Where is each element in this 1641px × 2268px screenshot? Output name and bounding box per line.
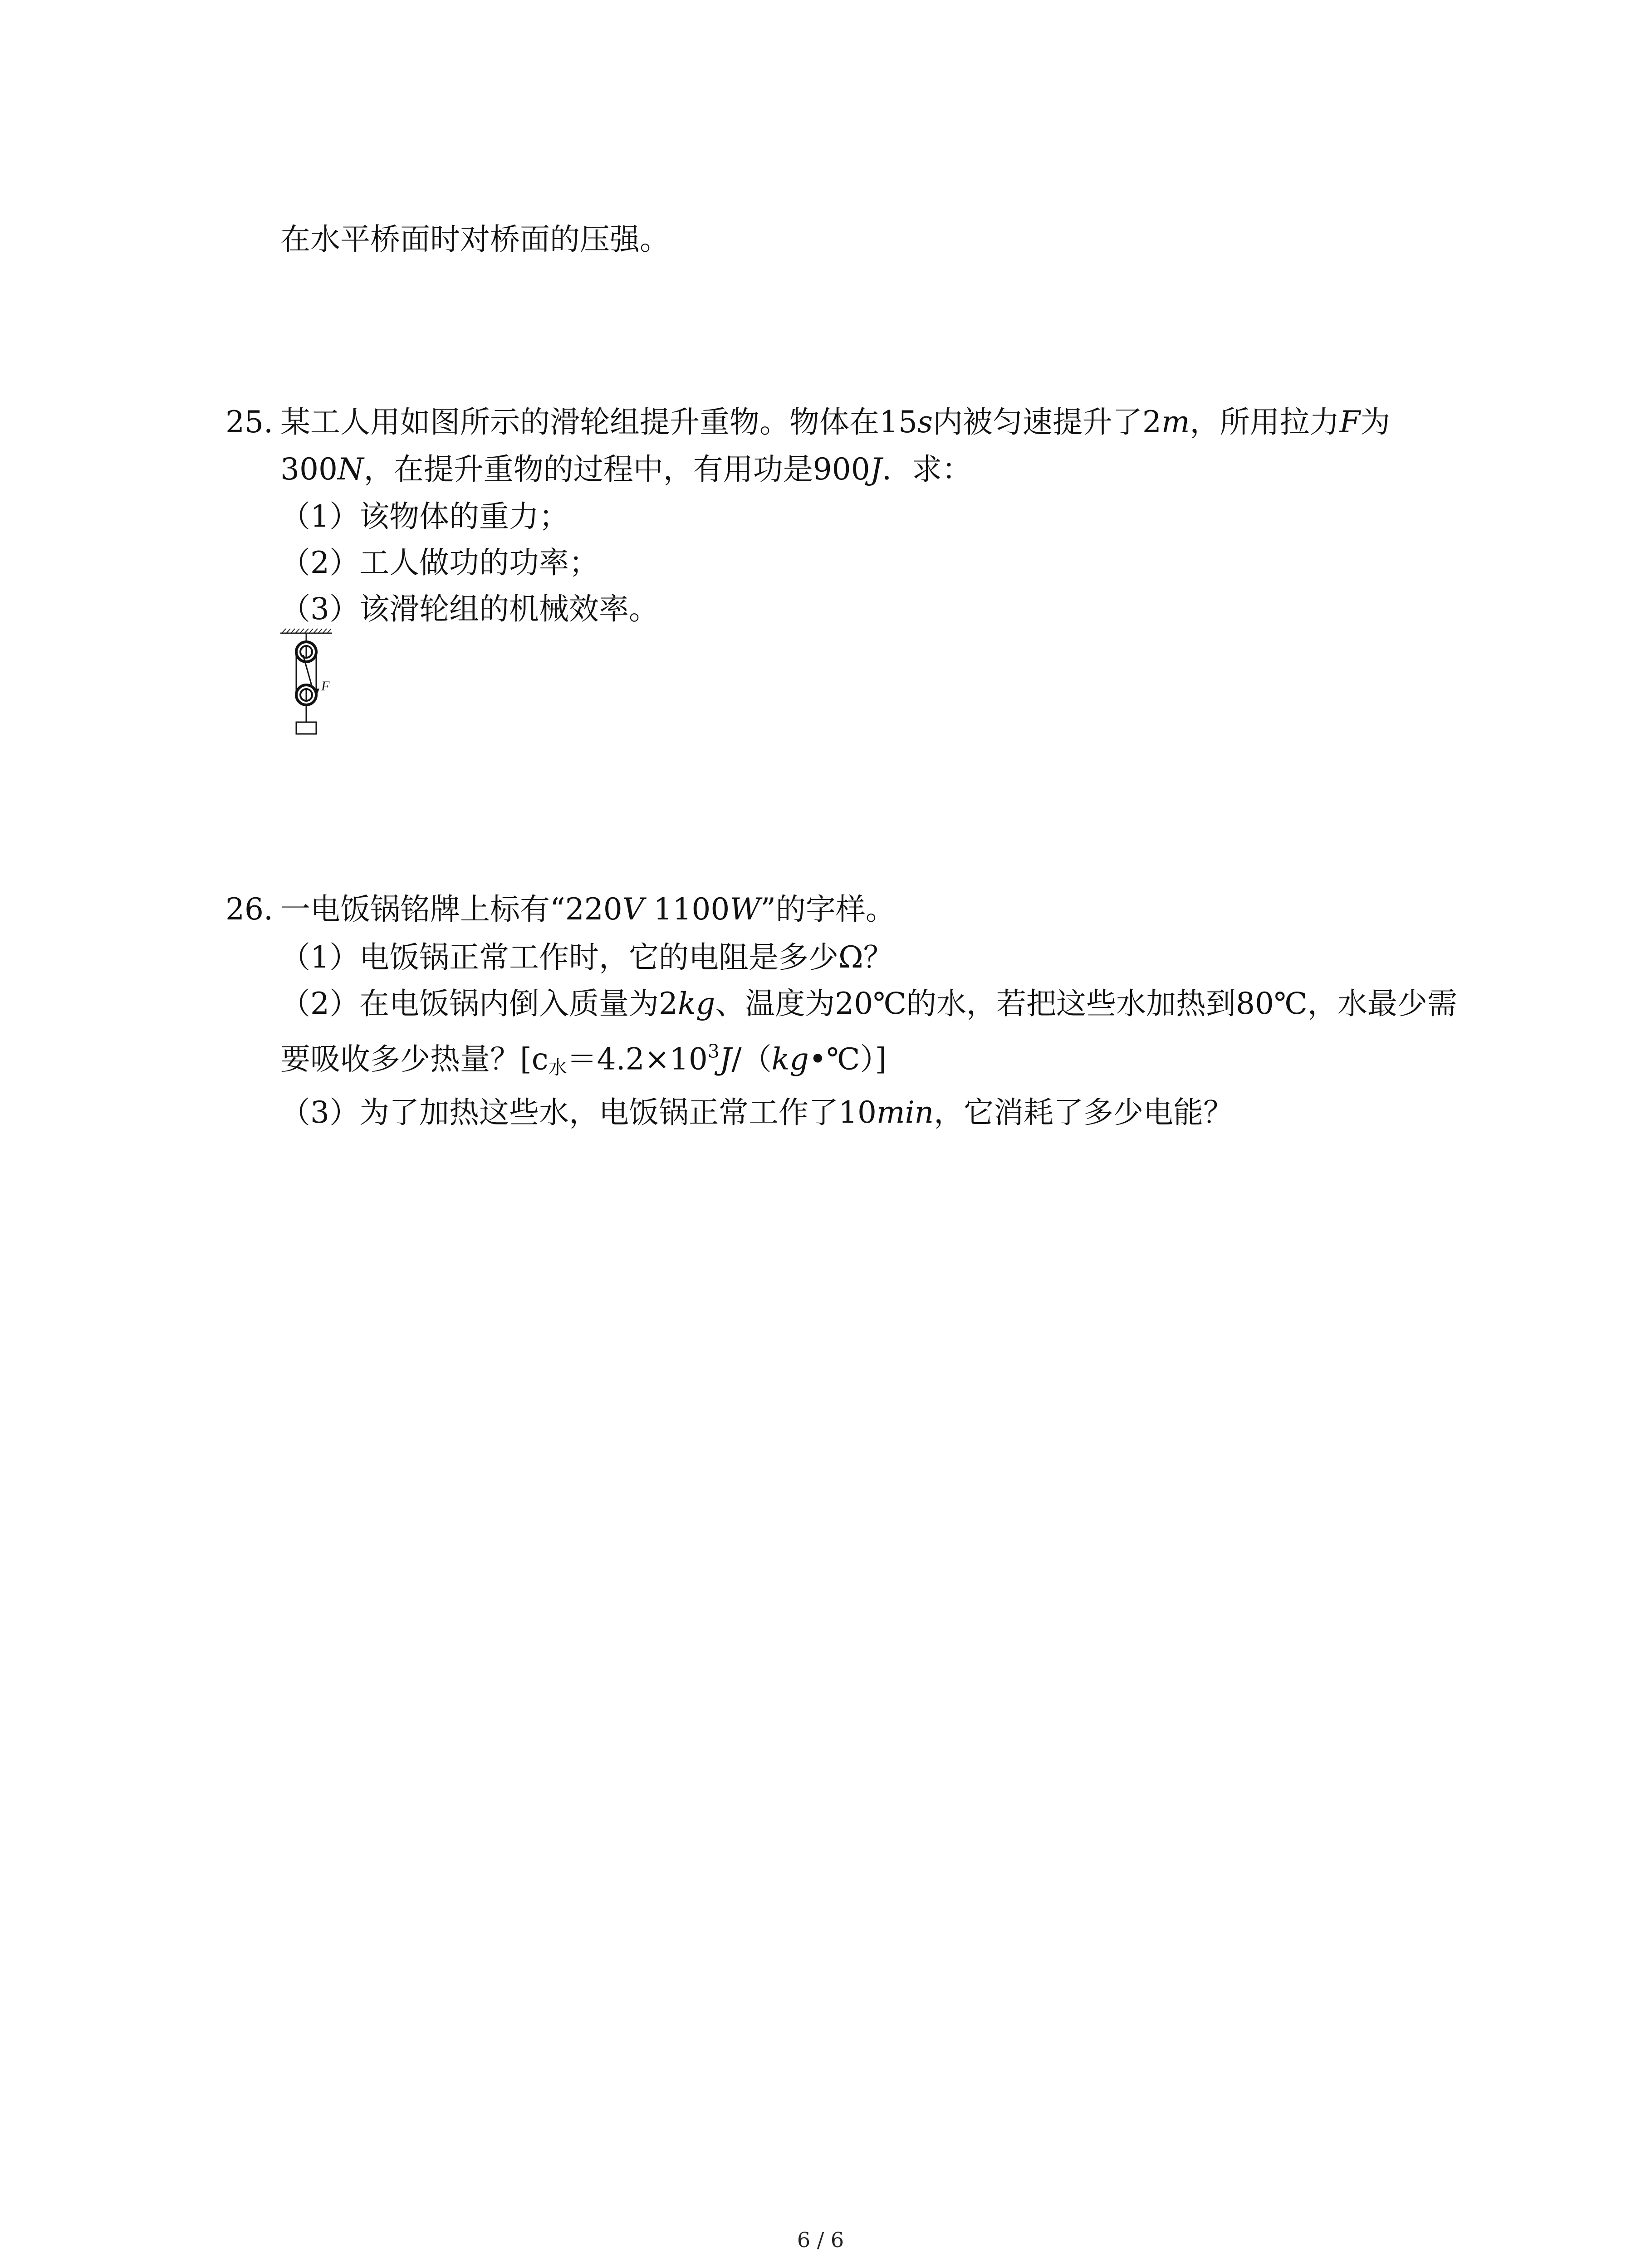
text-segment: F	[1339, 405, 1361, 440]
text-segment: 1100	[644, 892, 730, 927]
text-segment: /（	[731, 1041, 772, 1077]
text-segment: 3	[707, 1041, 720, 1062]
text-segment: 、温度为20℃的水，若把这些水加热到80℃，水最少需	[715, 986, 1457, 1021]
text-segment: 为	[1360, 405, 1391, 440]
question-number: 26.	[225, 892, 273, 927]
text-segment: 要吸收多少热量？[c	[280, 1041, 549, 1077]
question-25-line-2	[280, 452, 972, 487]
text-segment: m	[1161, 405, 1190, 440]
text-segment: 水	[548, 1056, 567, 1079]
text-segment: ”的字样。	[760, 892, 896, 927]
text-segment: ，在提升重物的过程中，有用功是900	[363, 452, 870, 487]
text-segment: J	[870, 452, 882, 487]
text-segment: s	[917, 405, 933, 440]
text-segment: kg	[677, 986, 715, 1021]
text-segment: ＝4.2×10	[567, 1041, 708, 1077]
question-26-line-1	[280, 892, 896, 927]
text-segment: ，所用拉力	[1190, 405, 1340, 440]
text-segment: ，它消耗了多少电能？	[934, 1095, 1234, 1130]
text-segment: min	[876, 1095, 934, 1130]
text-segment: kg	[771, 1041, 809, 1077]
question-number: 25.	[225, 405, 273, 440]
text-segment: 300	[280, 452, 338, 487]
text-segment: 一电饭锅铭牌上标有“220	[280, 892, 622, 927]
question-26-subquestion-1: （1）电饭锅正常工作时，它的电阻是多少Ω？	[280, 940, 893, 975]
text-segment: 某工人用如图所示的滑轮组提升重物。物体在15	[280, 405, 917, 440]
text-segment: V	[622, 892, 644, 927]
question-25-subquestion-3: （3）该滑轮组的机械效率。	[280, 591, 659, 626]
text-segment: N	[337, 452, 364, 487]
text-segment: W	[730, 892, 761, 927]
question-26-subquestion-2-line-2	[280, 1042, 887, 1077]
question-26-subquestion-2-line-1	[280, 986, 1457, 1021]
text-segment: 内被匀速提升了2	[932, 405, 1161, 440]
question-25-subquestion-2: （2）工人做功的功率；	[280, 545, 599, 580]
pulley-diagram	[272, 627, 345, 745]
question-25-subquestion-1: （1）该物体的重力；	[280, 499, 569, 534]
text-segment: （3）为了加热这些水，电饭锅正常工作了10	[280, 1095, 877, 1130]
text-segment: J	[719, 1041, 732, 1077]
question-26-subquestion-3	[280, 1095, 1234, 1130]
page-number: 6 / 6	[797, 2228, 844, 2252]
question-25-line-1	[280, 405, 1391, 440]
pulley-system-icon	[272, 627, 345, 745]
text-segment: •℃）]	[808, 1041, 887, 1077]
text-segment: （2）在电饭锅内倒入质量为2	[280, 986, 678, 1021]
text-segment: ．求：	[882, 452, 972, 487]
force-label: F	[321, 679, 330, 694]
continued-question-text: 在水平桥面时对桥面的压强。	[280, 222, 670, 257]
